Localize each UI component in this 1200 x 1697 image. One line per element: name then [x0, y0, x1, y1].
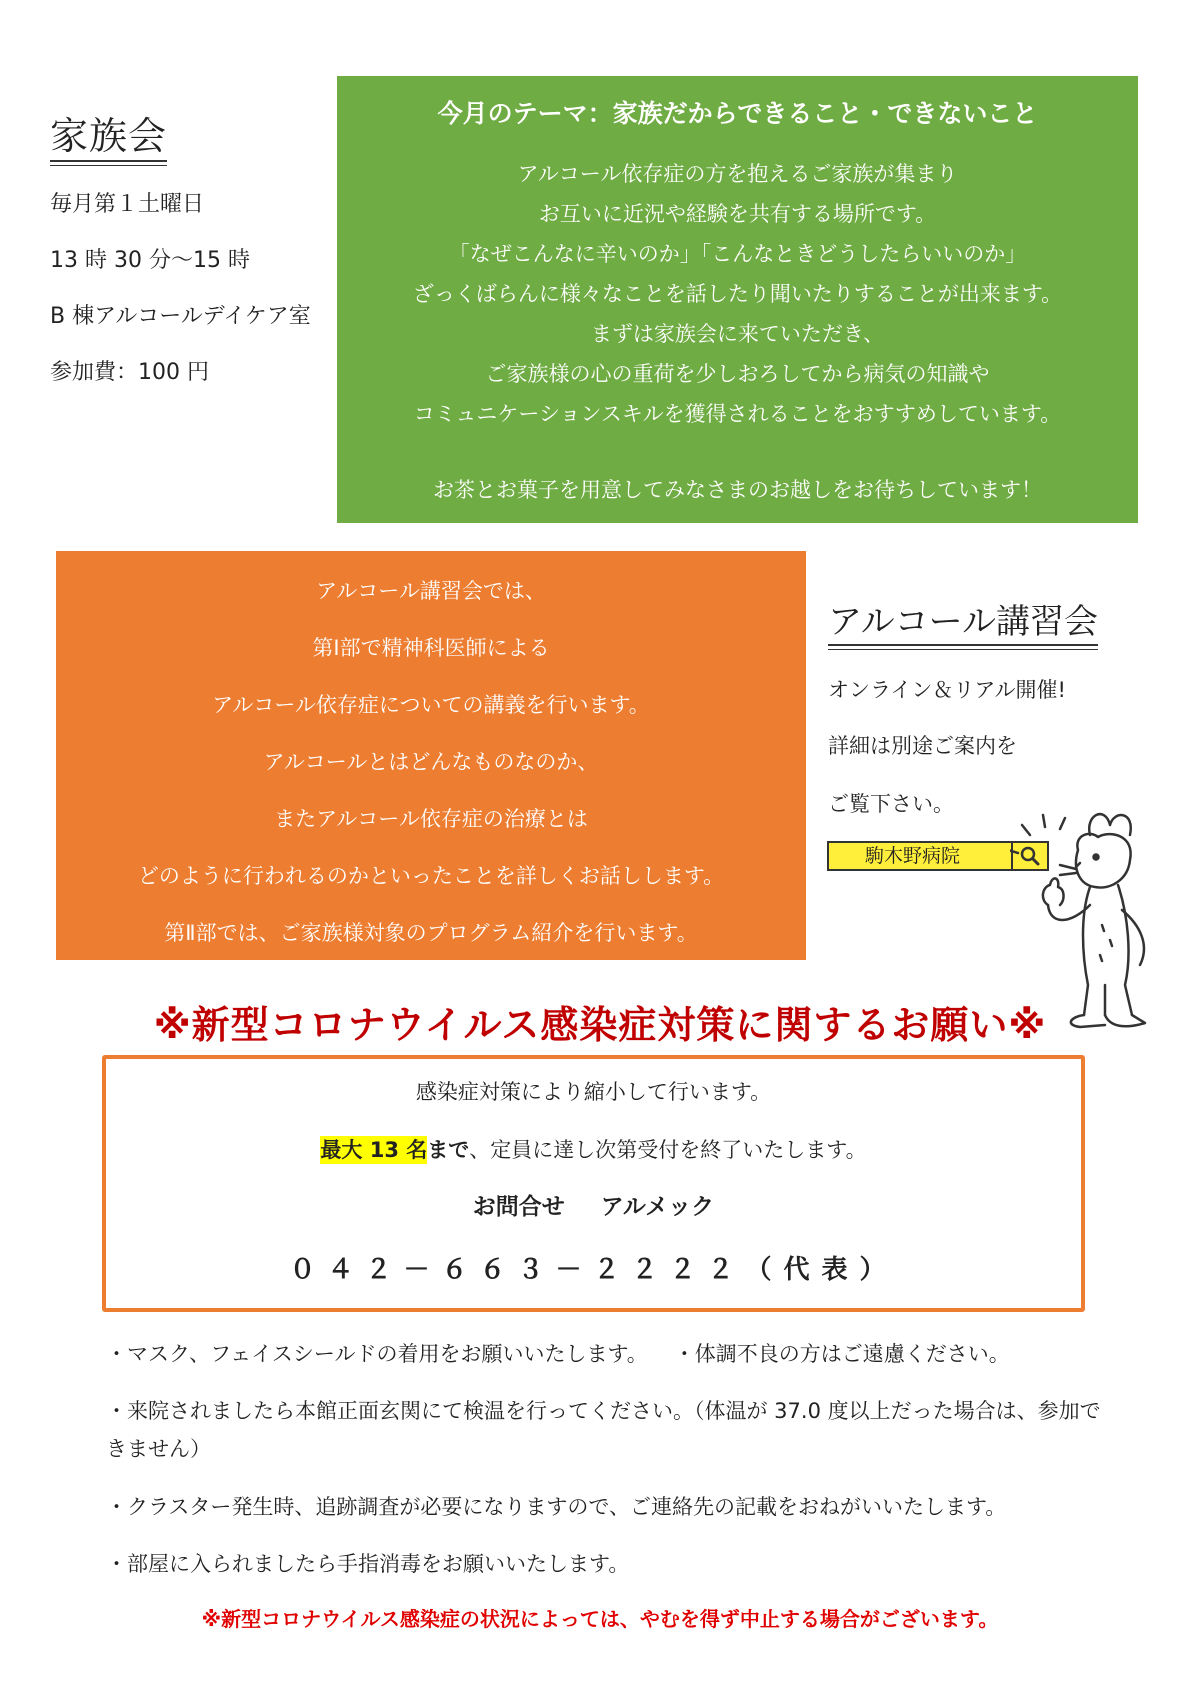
- theme-line: ざっくばらんに様々なことを話したり聞いたりすることが出来ます。: [412, 282, 1063, 306]
- theme-line: アルコール依存症の方を抱えるご家族が集まり: [517, 162, 958, 186]
- theme-line: まずは家族会に来ていただき、: [590, 322, 885, 346]
- bullet-temperature: ・来院されましたら本館正面玄関にて検温を行ってください。（体温が 37.0 度以上だった場合は、参加できません）: [106, 1399, 1101, 1461]
- family-meeting-schedule: 毎月第１土曜日: [50, 192, 205, 217]
- family-meeting-fee: 参加費：100 円: [50, 360, 209, 385]
- contact-line: [106, 1190, 1081, 1224]
- bullet-contact-record: ・クラスター発生時、追跡調査が必要になりますので、ご連絡先の記載をおねがいいたします。: [106, 1495, 1007, 1519]
- lecture-format: オンライン＆リアル開催!: [828, 678, 1066, 702]
- family-meeting-title: 家族会: [50, 112, 167, 162]
- corona-heading: ※新型コロナウイルス感染症対策に関するお願い※: [153, 1003, 1047, 1047]
- theme-line: ご家族様の心の重荷を少しおろしてから病気の知識や: [485, 362, 990, 386]
- lecture-description: [56, 563, 806, 962]
- theme-description: [337, 154, 1138, 434]
- theme-closing: お茶とお菓子を用意してみなさまのお越しをお待ちしています！: [433, 478, 1042, 502]
- lecture-line: アルコール依存症についての講義を行います。: [212, 693, 650, 717]
- lecture-line: アルコールとはどんなものなのか、: [263, 750, 599, 774]
- family-meeting-time: 13 時 30 分～15 時: [50, 248, 250, 273]
- contact-name: アルメック: [600, 1194, 715, 1220]
- family-meeting-location: B 棟アルコールデイケア室: [50, 304, 311, 329]
- theme-title: 今月のテーマ：家族だからできること・できないこと: [437, 99, 1038, 128]
- theme-line: コミュニケーションスキルを獲得されることをおすすめしています。: [413, 402, 1062, 426]
- notice-line: 感染症対策により縮小して行います。: [415, 1080, 772, 1104]
- notice-box: [102, 1055, 1085, 1312]
- theme-box: [337, 76, 1138, 523]
- capacity-line: [106, 1132, 1081, 1168]
- capacity-bold: まで: [427, 1138, 470, 1162]
- bullet-mask-text: ・マスク、フェイスシールドの着用をお願いいたします。: [106, 1342, 648, 1366]
- bullet-sanitize: ・部屋に入られましたら手指消毒をお願いいたします。: [106, 1552, 630, 1576]
- lecture-line: 第Ⅱ部では、ご家族様対象のプログラム紹介を行います。: [164, 921, 698, 945]
- contact-label: お問合せ: [472, 1194, 565, 1220]
- search-text: 駒木野病院: [865, 845, 961, 867]
- lecture-line: どのように行われるのかといったことを詳しくお話しします。: [137, 864, 725, 888]
- cancellation-note: ※新型コロナウイルス感染症の状況によっては、やむを得ず中止する場合がございます。: [201, 1607, 999, 1631]
- lecture-details-line: 詳細は別途ご案内を: [828, 734, 1017, 758]
- capacity-highlight: 最大 13 名: [320, 1138, 428, 1162]
- lecture-title: アルコール講習会: [828, 600, 1098, 646]
- capacity-rest: 、定員に達し次第受付を終了いたします。: [469, 1138, 867, 1162]
- lecture-line: またアルコール依存症の治療とは: [274, 807, 588, 831]
- lecture-line: アルコール講習会では、: [316, 579, 546, 603]
- lecture-box: [56, 551, 806, 960]
- theme-line: お互いに近況や経験を共有する場所です。: [538, 202, 937, 226]
- phone-number[interactable]: ０４２－６６３－２２２２（代表）: [289, 1255, 898, 1285]
- bullet-unwell-text: ・体調不良の方はご遠慮ください。: [673, 1342, 1010, 1366]
- bullet-mask: [106, 1335, 1106, 1373]
- theme-line: 「なぜこんなに辛いのか」「こんなときどうしたらいいのか」: [448, 242, 1027, 266]
- lecture-line: 第Ⅰ部で精神科医師による: [312, 636, 550, 660]
- lecture-details-line: ご覧下さい。: [828, 792, 954, 816]
